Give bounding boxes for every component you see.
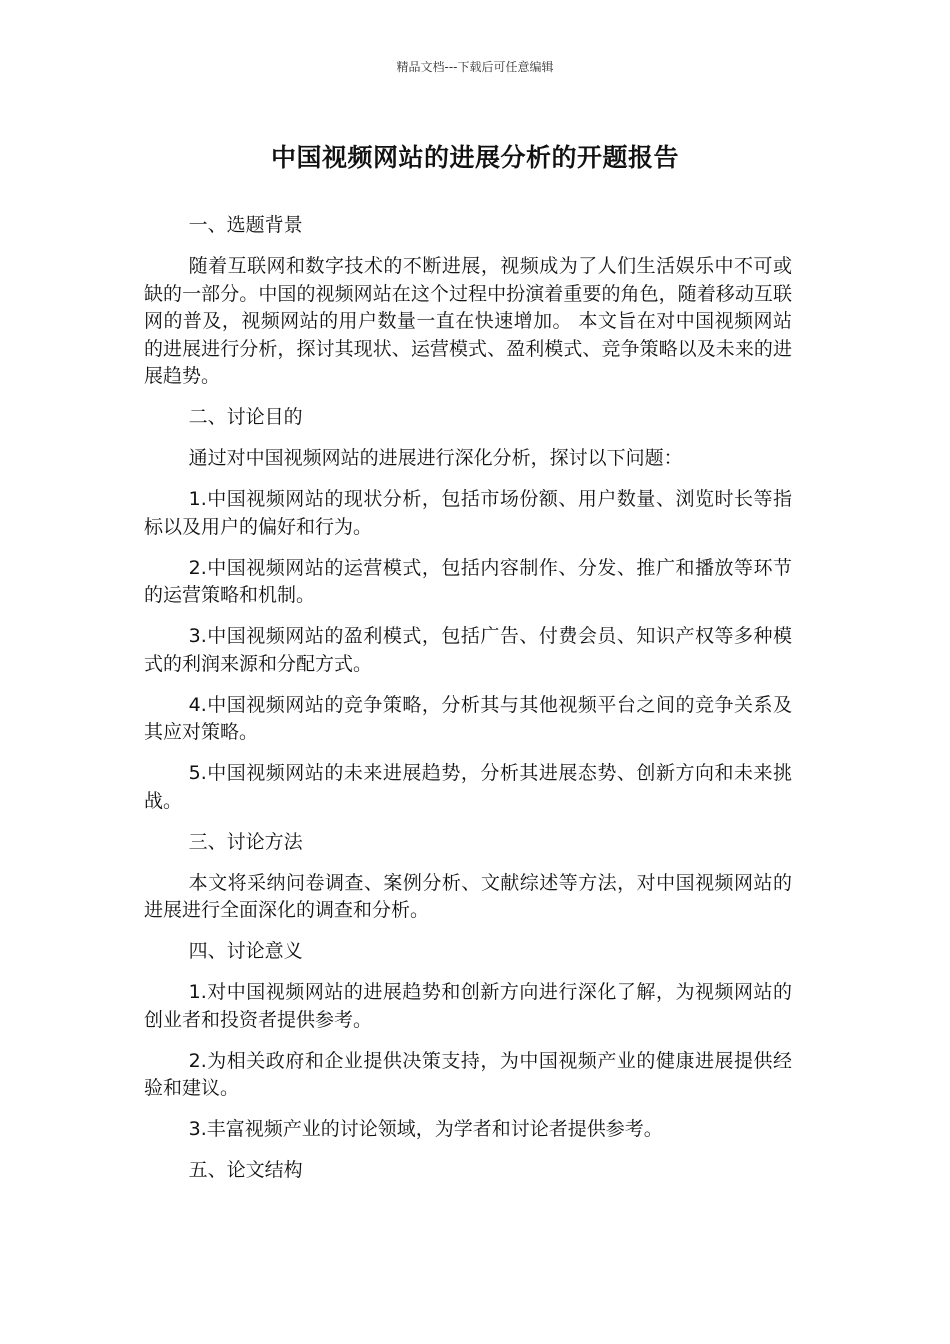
list-item-significance-1: 1.对中国视频网站的进展趋势和创新方向进行深化了解，为视频网站的创业者和投资者提供参考。 xyxy=(144,981,792,1031)
paragraph-method: 本文将采纳问卷调查、案例分析、文献综述等方法，对中国视频网站的进展进行全面深化的调查和分析。 xyxy=(144,871,792,921)
section-heading-significance: 四、讨论意义 xyxy=(188,940,303,962)
section-heading-background: 一、选题背景 xyxy=(188,214,303,236)
section-heading-purpose: 二、讨论目的 xyxy=(188,406,303,428)
list-item-purpose-2: 2.中国视频网站的运营模式，包括内容制作、分发、推广和播放等环节的运营策略和机制。 xyxy=(144,556,792,606)
list-item-significance-2: 2.为相关政府和企业提供决策支持，为中国视频产业的健康进展提供经验和建议。 xyxy=(144,1049,792,1099)
list-item-significance-3: 3.丰富视频产业的讨论领域，为学者和讨论者提供参考。 xyxy=(188,1118,663,1140)
header-note: 精品文档---下载后可任意编辑 xyxy=(396,60,554,74)
document-title: 中国视频网站的进展分析的开题报告 xyxy=(270,143,679,172)
list-item-purpose-5: 5.中国视频网站的未来进展趋势，分析其进展态势、创新方向和未来挑战。 xyxy=(144,762,792,812)
section-heading-method: 三、讨论方法 xyxy=(188,830,303,853)
list-item-purpose-4: 4.中国视频网站的竞争策略，分析其与其他视频平台之间的竞争关系及其应对策略。 xyxy=(144,693,792,743)
paragraph-purpose-intro: 通过对中国视频网站的进展进行深化分析，探讨以下问题： xyxy=(188,447,683,469)
section-heading-structure: 五、论文结构 xyxy=(188,1159,303,1181)
list-item-purpose-1: 1.中国视频网站的现状分析，包括市场份额、用户数量、浏览时长等指标以及用户的偏好和行为。 xyxy=(144,488,792,538)
list-item-purpose-3: 3.中国视频网站的盈利模式，包括广告、付费会员、知识产权等多种模式的利润来源和分配方式。 xyxy=(144,625,792,675)
document-body xyxy=(144,212,792,1198)
paragraph-background: 随着互联网和数字技术的不断进展，视频成为了人们生活娱乐中不可或缺的一部分。中国的视频网站在这个过程中扮演着重要的角色，随着移动互联网的普及，视频网站的用户数量一直在快速增加。 本文旨在对中国视频网站的进展进行分析，探讨其现状、运营模式、盈利模式、竞争策略以及未来的进展趋势。 xyxy=(144,255,792,387)
